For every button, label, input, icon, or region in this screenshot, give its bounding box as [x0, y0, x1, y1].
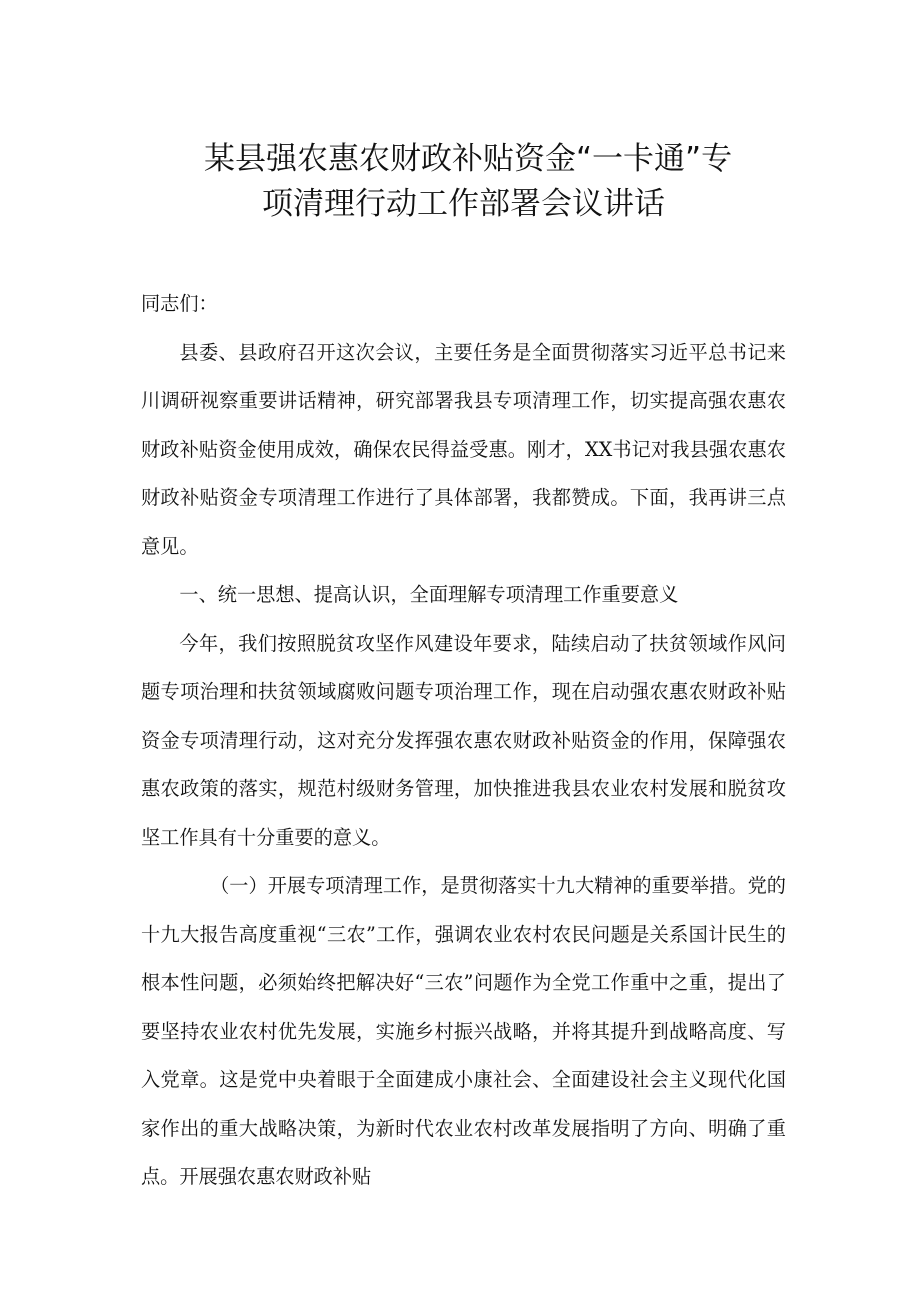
- paragraph-1: 今年，我们按照脱贫攻坚作风建设年要求，陆续启动了扶贫领域作风问题专项治理和扶贫领域腐败问题专项治理工作，现在启动强农惠农财政补贴资金专项清理行动，这对充分发挥强农惠农财政补贴资金的作用，保障强农惠农政策的落实，规范村级财务管理，加快推进我县农业农村发展和脱贫攻坚工作具有十分重要的意义。: [141, 631, 786, 849]
- document-title-line-2: 项清理行动工作部署会议讲话: [262, 186, 665, 222]
- document-title-line-1: 某县强农惠农财政补贴资金“一卡通”专: [204, 141, 733, 177]
- paragraph-intro: 县委、县政府召开这次会议，主要任务是全面贯彻落实习近平总书记来川调研视察重要讲话精神，研究部署我县专项清理工作，切实提高强农惠农财政补贴资金使用成效，确保农民得益受惠。刚才，XX书记对我县强农惠农财政补贴资金专项清理工作进行了具体部署，我都赞成。下面，我再讲三点意见。: [141, 340, 786, 558]
- greeting: 同志们：: [141, 292, 218, 315]
- paragraph-subsection-1: （一）开展专项清理工作，是贯彻落实十九大精神的重要举措。党的十九大报告高度重视“三农”工作，强调农业农村农民问题是关系国计民生的根本性问题，必须始终把解决好“三农”问题作为全党工作重中之重，提出了要坚持农业农村优先发展，实施乡村振兴战略，并将其提升到战略高度、写入党章。这是党中央着眼于全面建成小康社会、全面建设社会主义现代化国家作出的重大战略决策，为新时代农业农村改革发展指明了方向、明确了重点。开展强农惠农财政补贴: [141, 874, 786, 1188]
- section-heading-1: 一、统一思想、提高认识，全面理解专项清理工作重要意义: [179, 583, 679, 606]
- document-body: [141, 280, 786, 1202]
